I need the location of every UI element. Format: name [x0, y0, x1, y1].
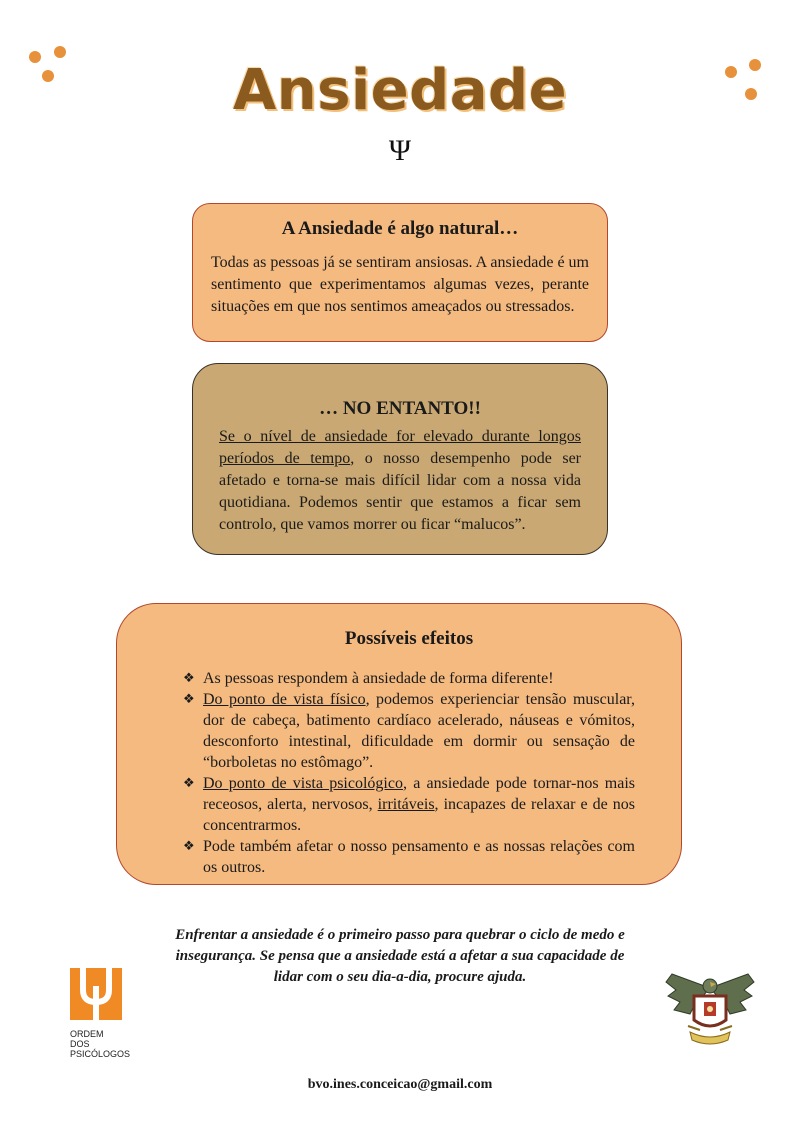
diamond-bullet-icon: ❖	[183, 776, 195, 791]
psi-symbol: Ψ	[388, 134, 412, 167]
underlined-phrase: Do ponto de vista físico	[203, 691, 366, 708]
list-item-text: As pessoas respondem à ansiedade de forma diferente!	[203, 670, 554, 687]
box-heading: Possíveis efeitos	[344, 628, 474, 649]
underlined-word: irritáveis	[377, 796, 435, 813]
list-item-text: Pode também afetar o nosso pensamento e as nossas relações com os outros.	[203, 838, 635, 876]
box-heading: A Ansiedade é algo natural…	[281, 218, 519, 239]
diamond-bullet-icon: ❖	[183, 839, 195, 854]
box-text: Todas as pessoas já se sentiram ansiosas. A ansiedade é um sentimento que experimentamos algumas vezes, perante situações em que nos sentimos ameaçados ou stressados.	[211, 254, 589, 315]
contact-email: bvo.ines.conceicao@gmail.com	[307, 1077, 493, 1092]
list-item	[183, 836, 635, 878]
list-item	[183, 773, 635, 836]
however-box	[192, 363, 608, 555]
eagle-crest-icon	[664, 970, 756, 1050]
logo-text-line: DOS	[70, 1039, 90, 1049]
diamond-bullet-icon: ❖	[183, 692, 195, 707]
effects-list	[183, 668, 635, 878]
list-item-text: , incapazes de relaxar e de nos concentrarmos.	[203, 796, 635, 834]
ordem-dos-psicologos-logo	[70, 968, 130, 1059]
psi-logo-icon	[70, 968, 122, 1020]
box-heading: … NO ENTANTO!!	[319, 398, 481, 419]
possible-effects-box	[116, 603, 682, 885]
list-item	[183, 689, 635, 773]
list-item	[183, 668, 635, 689]
diamond-bullet-icon: ❖	[183, 671, 195, 686]
decorative-dot	[54, 46, 66, 58]
box-text-rest: , o nosso desempenho pode ser afetado e torna-se mais difícil lidar com a nossa vida quotidiana. Podemos sentir que estamos a ficar sem controlo, que vamos morrer ou ficar “malucos”.	[219, 450, 581, 533]
natural-anxiety-box	[192, 203, 608, 342]
underlined-phrase: Do ponto de vista psicológico	[203, 775, 403, 792]
box-text	[219, 426, 581, 536]
underlined-phrase: Se o nível de ansiedade for elevado durante longos períodos de tempo	[219, 428, 581, 467]
logo-text-line: PSICÓLOGOS	[70, 1049, 131, 1059]
logo-text-line: ORDEM	[70, 1029, 104, 1039]
page-title: Ansiedade	[232, 58, 568, 123]
list-item-text: , a ansiedade pode tornar-nos mais receosos, alerta, nervosos,	[203, 775, 635, 813]
list-item-text: , podemos experienciar tensão muscular, dor de cabeça, batimento cardíaco acelerado, náuseas e vómitos, desconforto intestinal, dificuldade em dormir ou sensação de “borboletas no estômago”.	[203, 691, 635, 771]
closing-message: Enfrentar a ansiedade é o primeiro passo para quebrar o ciclo de medo e insegurança. Se pensa que a ansiedade está a afetar a sua capacidade de lidar com o seu dia-a-dia, procure ajuda.	[175, 927, 625, 985]
